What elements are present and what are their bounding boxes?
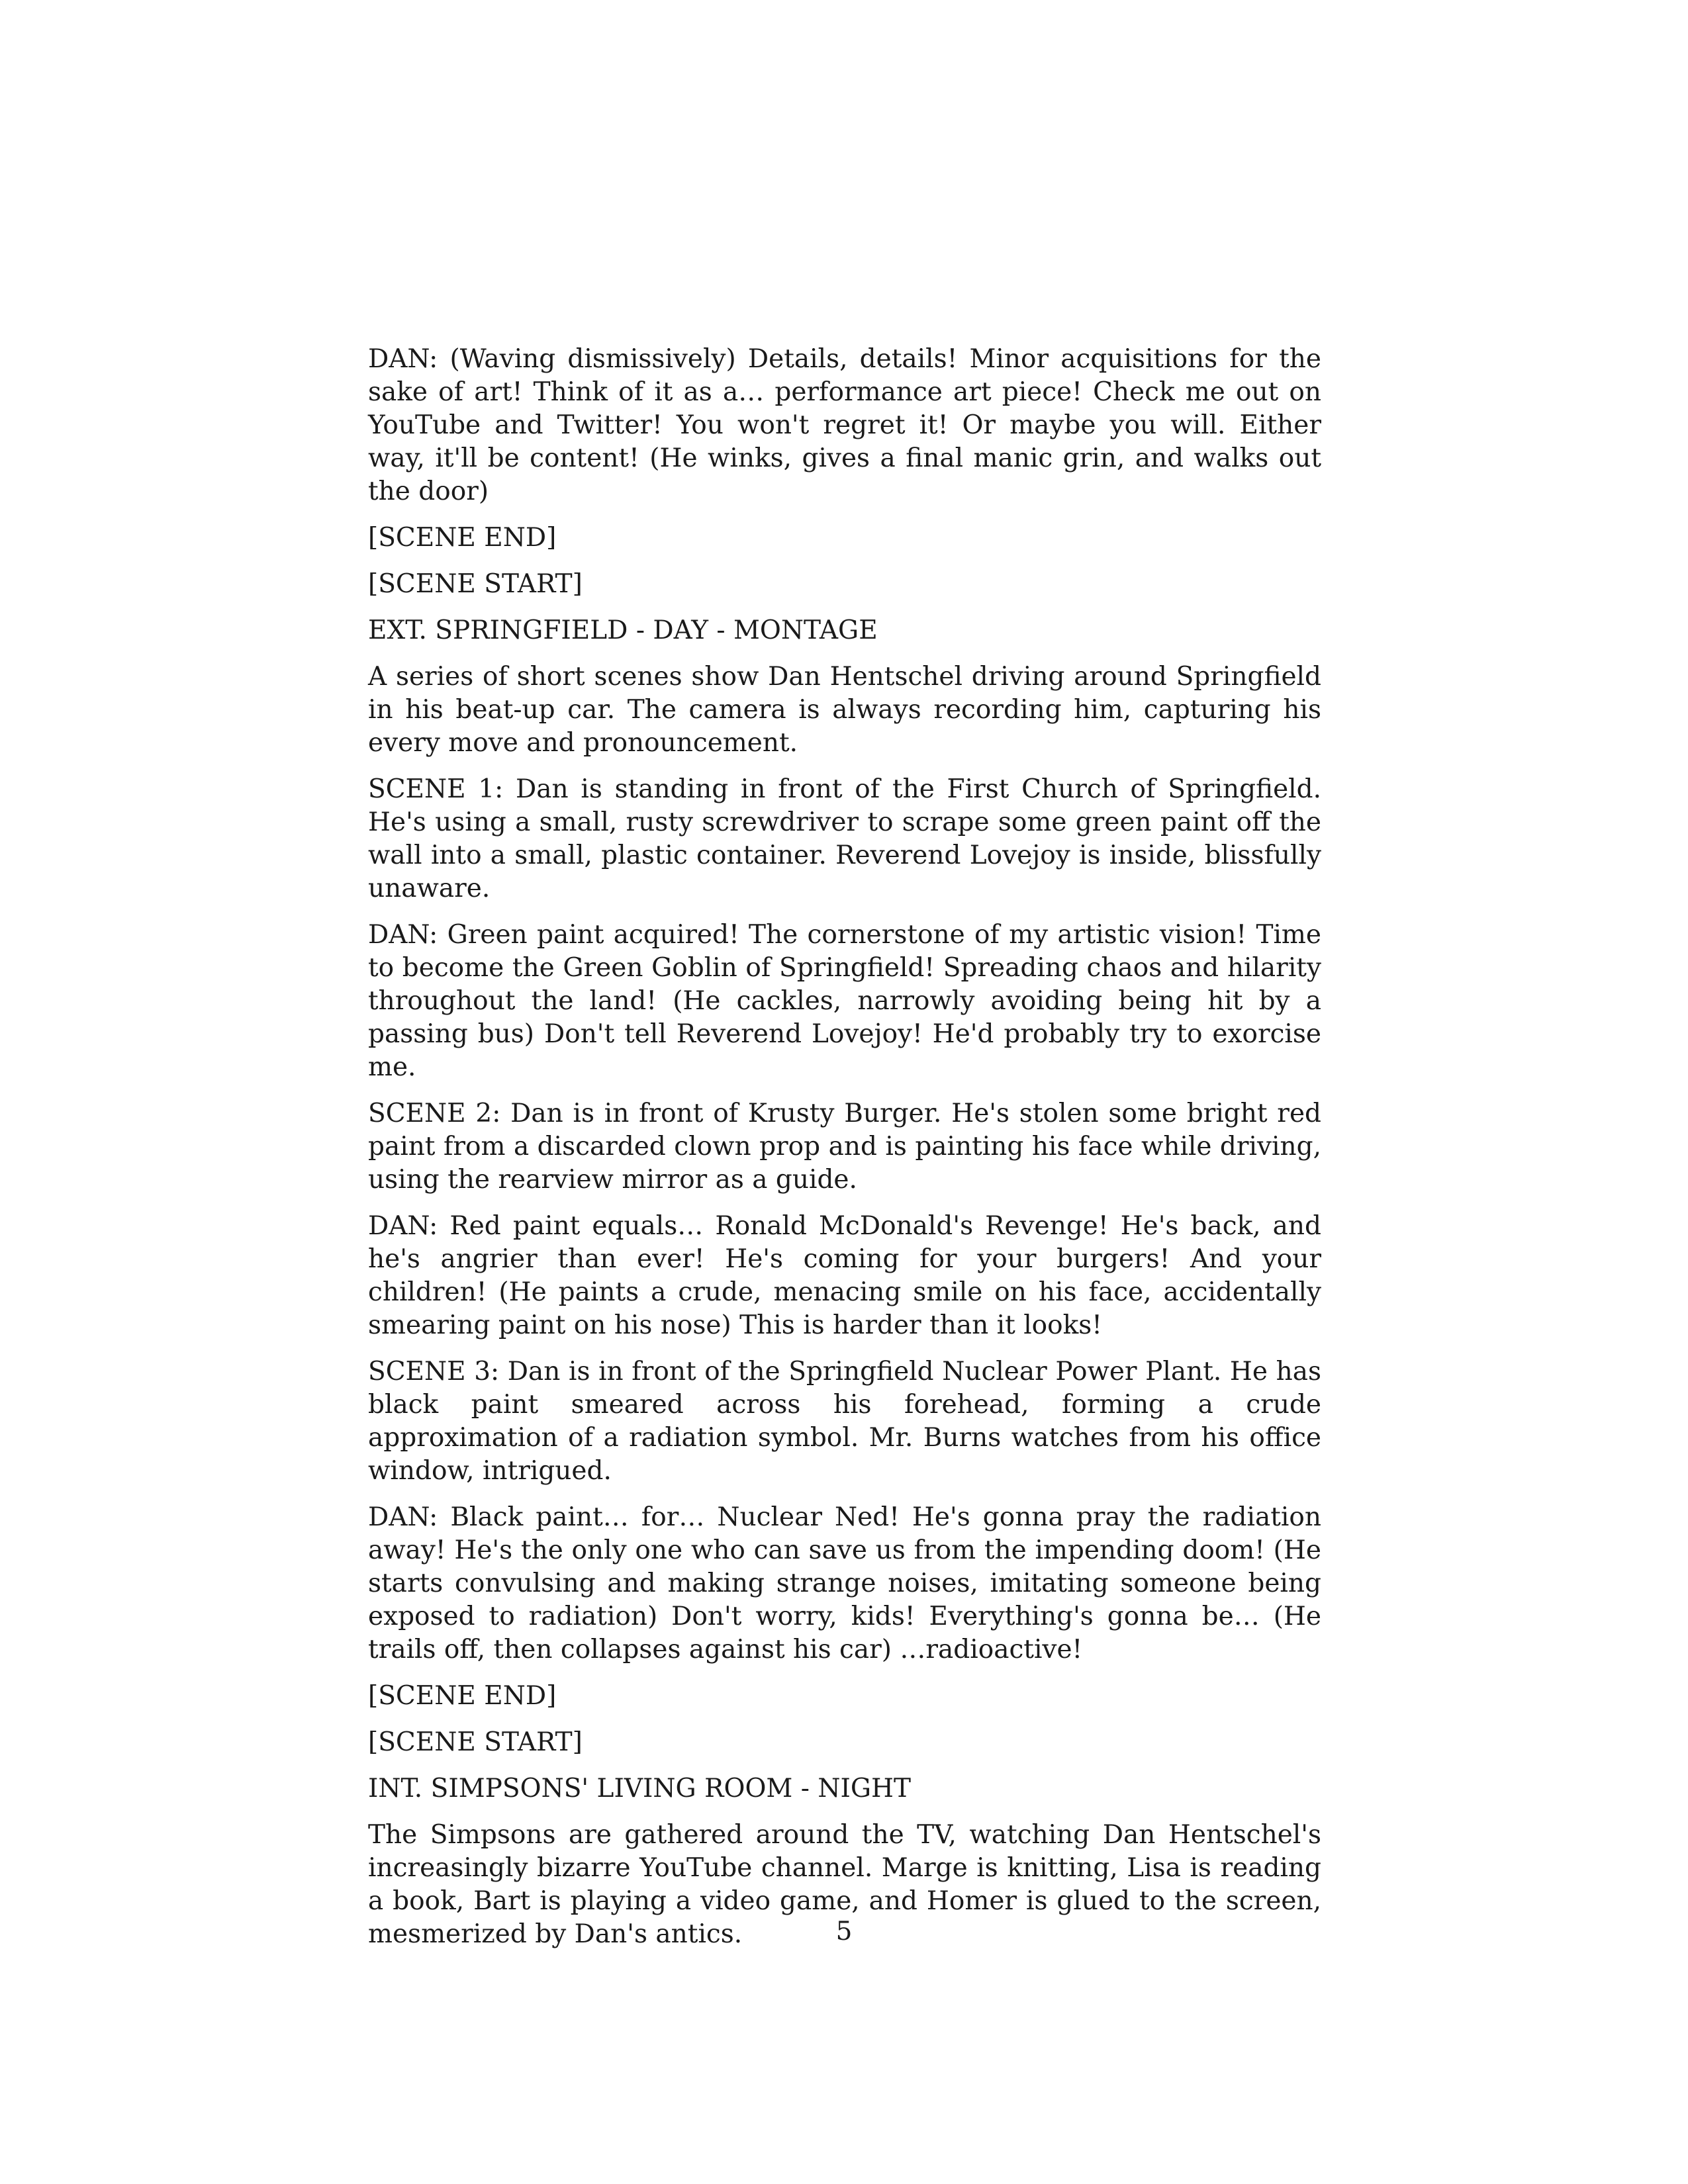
body-text [368,343,1321,1964]
dialogue-paragraph: DAN: (Waving dismissively) Details, details! Minor acquisitions for the sake of art! Think of it as a… performance art piece! Check me out on YouTube and Twitter! You won't regret it! Or maybe you will. Either way, it'll be content! (He winks, gives a final manic grin, and walks out the door) [368,344,1321,506]
dialogue-paragraph: DAN: Green paint acquired! The cornerstone of my artistic vision! Time to become the Green Goblin of Springfield! Spreading chaos and hilarity throughout the land! (He cackles, narrowly avoiding being hit by a passing bus) Don't tell Reverend Lovejoy! He'd probably try to exorcise me. [368,920,1321,1082]
scene-heading: EXT. SPRINGFIELD - DAY - MONTAGE [368,615,878,645]
scene-end-marker: [SCENE END] [368,1681,557,1711]
action-paragraph: A series of short scenes show Dan Hentschel driving around Springfield in his beat-up car. The camera is always recording him, capturing his every move and pronouncement. [368,662,1321,758]
scene-end-marker: [SCENE END] [368,523,557,553]
action-paragraph: The Simpsons are gathered around the TV, watching Dan Hentschel's increasingly bizarre YouTube channel. Marge is knitting, Lisa is reading a book, Bart is playing a video game, and Homer is glued to the screen, mesmerized by Dan's antics. [368,1820,1321,1949]
dialogue-paragraph: DAN: Black paint… for… Nuclear Ned! He's gonna pray the radiation away! He's the only one who can save us from the impending doom! (He starts convulsing and making strange noises, imitating someone being exposed to radiation) Don't worry, kids! Everything's gonna be… (He trails off, then collapses against his car) …radioactive! [368,1502,1321,1664]
scene-1-paragraph: SCENE 1: Dan is standing in front of the First Church of Springfield. He's using a small, rusty screwdriver to scrape some green paint off the wall into a small, plastic container. Reverend Lovejoy is inside, blissfully unaware. [368,774,1321,903]
scene-2-paragraph: SCENE 2: Dan is in front of Krusty Burger. He's stolen some bright red paint from a discarded clown prop and is painting his face while driving, using the rearview mirror as a guide. [368,1099,1321,1195]
scene-3-paragraph: SCENE 3: Dan is in front of the Springfield Nuclear Power Plant. He has black paint smeared across his forehead, forming a crude approximation of a radiation symbol. Mr. Burns watches from his office window, intrigued. [368,1357,1321,1486]
scene-start-marker: [SCENE START] [368,1727,583,1757]
page-number: 5 [835,1917,853,1946]
scene-heading: INT. SIMPSONS' LIVING ROOM - NIGHT [368,1774,912,1803]
dialogue-paragraph: DAN: Red paint equals… Ronald McDonald's Revenge! He's back, and he's angrier than ever! He's coming for your burgers! And your children! (He paints a crude, menacing smile on his face, accidentally smearing paint on his nose) This is harder than it looks! [368,1211,1321,1340]
scene-start-marker: [SCENE START] [368,569,583,599]
